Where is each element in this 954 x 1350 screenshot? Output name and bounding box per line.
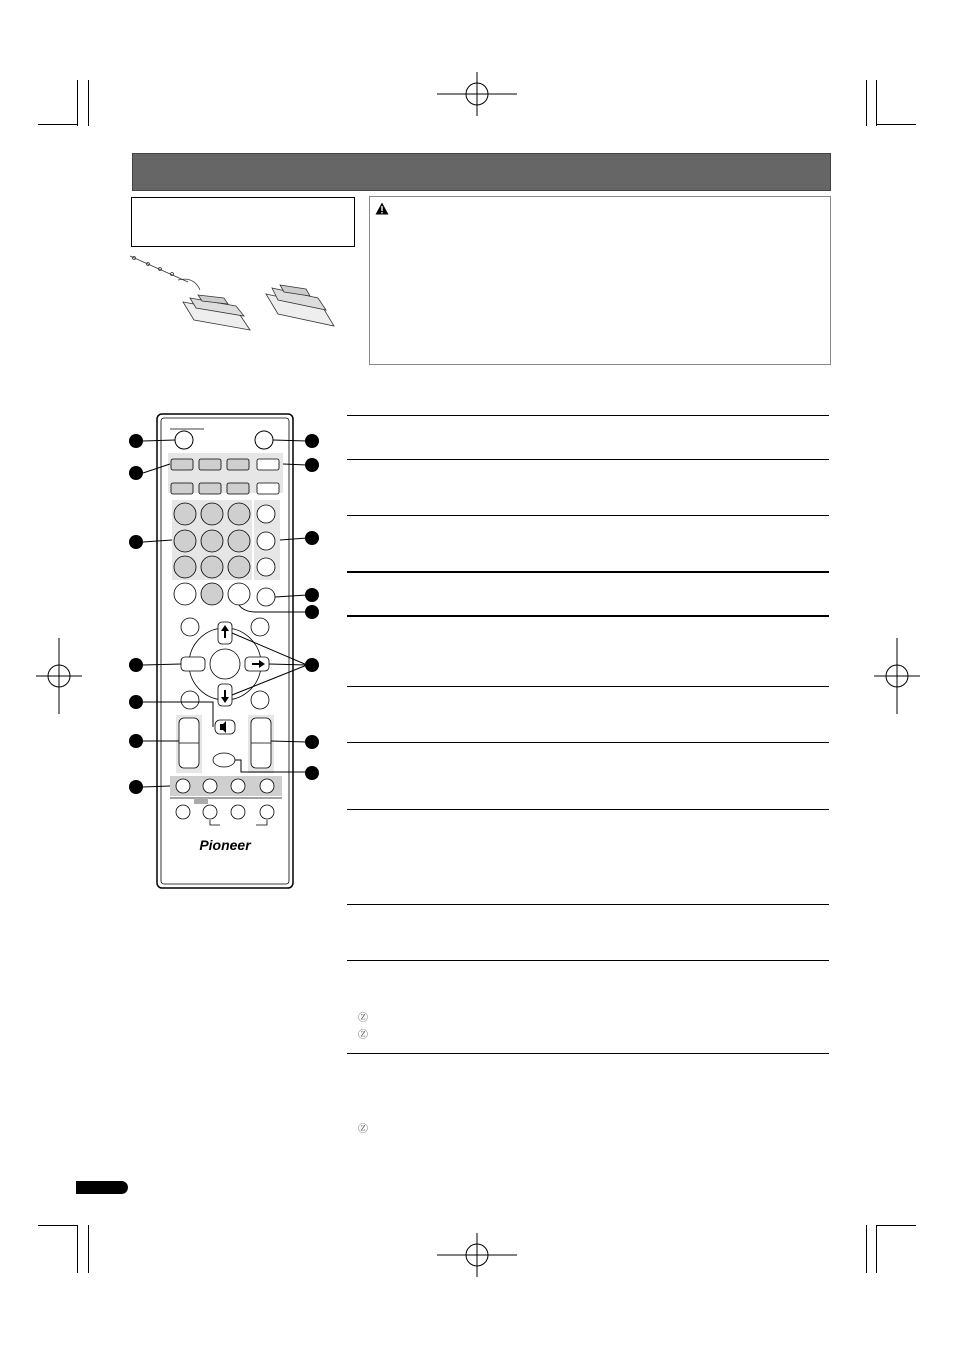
bottom-key: [231, 805, 245, 819]
table-rule: [347, 686, 829, 687]
nav-corner-key: [251, 691, 269, 709]
bottom-key: [176, 805, 190, 819]
note-box: [131, 197, 355, 247]
callout-marker: [129, 434, 143, 448]
callout-marker: [305, 458, 319, 472]
table-rule: [347, 615, 829, 617]
input-key: [227, 483, 249, 494]
side-key: [257, 532, 275, 550]
table-rule: [347, 1053, 829, 1054]
page-number-tab: [76, 1181, 128, 1194]
callout-marker: [305, 588, 319, 602]
callout-marker: [305, 434, 319, 448]
color-key: [176, 779, 190, 793]
side-key: [257, 505, 275, 523]
enter-button: [210, 649, 240, 679]
function-key: [174, 583, 196, 605]
color-key: [203, 779, 217, 793]
callout-marker: [129, 734, 143, 748]
number-key: [201, 503, 223, 525]
crop-mark: [77, 80, 78, 126]
remote-control-diagram: [126, 412, 326, 892]
registration-mark-bottom: [437, 1233, 517, 1277]
side-key: [257, 558, 275, 576]
callout-marker: [305, 766, 319, 780]
number-key: [174, 556, 196, 578]
crop-mark: [38, 124, 78, 125]
nav-corner-key: [251, 618, 269, 636]
number-key: [228, 556, 250, 578]
crop-mark: [876, 80, 877, 126]
input-key: [227, 459, 249, 470]
table-rule: [347, 571, 829, 573]
table-rule: [347, 515, 829, 516]
table-rule: [347, 904, 829, 905]
crop-mark: [88, 1225, 89, 1273]
function-key: [228, 583, 250, 605]
callout-marker: [305, 658, 319, 672]
input-key: [257, 459, 279, 470]
callout-marker: [129, 466, 143, 480]
number-key: [228, 530, 250, 552]
table-rule: [347, 742, 829, 743]
table-rule: [347, 809, 829, 810]
nav-corner-key: [181, 691, 199, 709]
crop-mark: [876, 1225, 877, 1273]
crop-mark: [876, 124, 916, 125]
table-rule: [347, 415, 829, 416]
callout-marker: [129, 695, 143, 709]
crop-mark: [876, 1225, 916, 1226]
callout-marker: [129, 780, 143, 794]
caution-box: [369, 196, 831, 365]
input-key: [199, 483, 221, 494]
note-symbol: Ⓩ: [358, 1013, 368, 1024]
callout-marker: [129, 658, 143, 672]
number-key: [228, 503, 250, 525]
top-right-button: [255, 431, 273, 449]
crop-mark: [38, 1225, 78, 1226]
nav-corner-key: [181, 618, 199, 636]
number-key: [174, 530, 196, 552]
callout-marker: [305, 735, 319, 749]
input-key: [257, 483, 279, 494]
number-key: [174, 503, 196, 525]
small-oval-button: [213, 753, 235, 767]
number-key: [201, 556, 223, 578]
color-key: [231, 779, 245, 793]
input-key: [171, 483, 193, 494]
table-rule: [347, 960, 829, 961]
warning-triangle-icon: [375, 202, 389, 215]
left-arrow-key: [181, 657, 205, 671]
input-key: [171, 459, 193, 470]
callout-marker: [129, 535, 143, 549]
callout-marker: [305, 605, 319, 619]
battery-illustration: [128, 250, 340, 336]
callout-marker: [305, 531, 319, 545]
table-rule: [347, 459, 829, 460]
function-key: [257, 588, 275, 606]
note-symbol: Ⓩ: [358, 1124, 368, 1135]
registration-mark-right: [874, 638, 920, 714]
crop-mark: [866, 1225, 867, 1273]
bottom-key: [203, 805, 217, 819]
number-key: [201, 583, 223, 605]
bottom-key: [260, 805, 274, 819]
input-key: [199, 459, 221, 470]
crop-mark: [88, 80, 89, 126]
power-button: [175, 431, 193, 449]
color-key: [260, 779, 274, 793]
crop-mark: [77, 1225, 78, 1273]
pioneer-logo: Pioneer: [199, 837, 251, 853]
registration-mark-left: [36, 638, 82, 714]
registration-mark-top: [437, 72, 517, 116]
section-header-bar: [132, 153, 831, 191]
number-key: [201, 530, 223, 552]
crop-mark: [866, 80, 867, 126]
note-symbol: Ⓩ: [358, 1030, 368, 1041]
